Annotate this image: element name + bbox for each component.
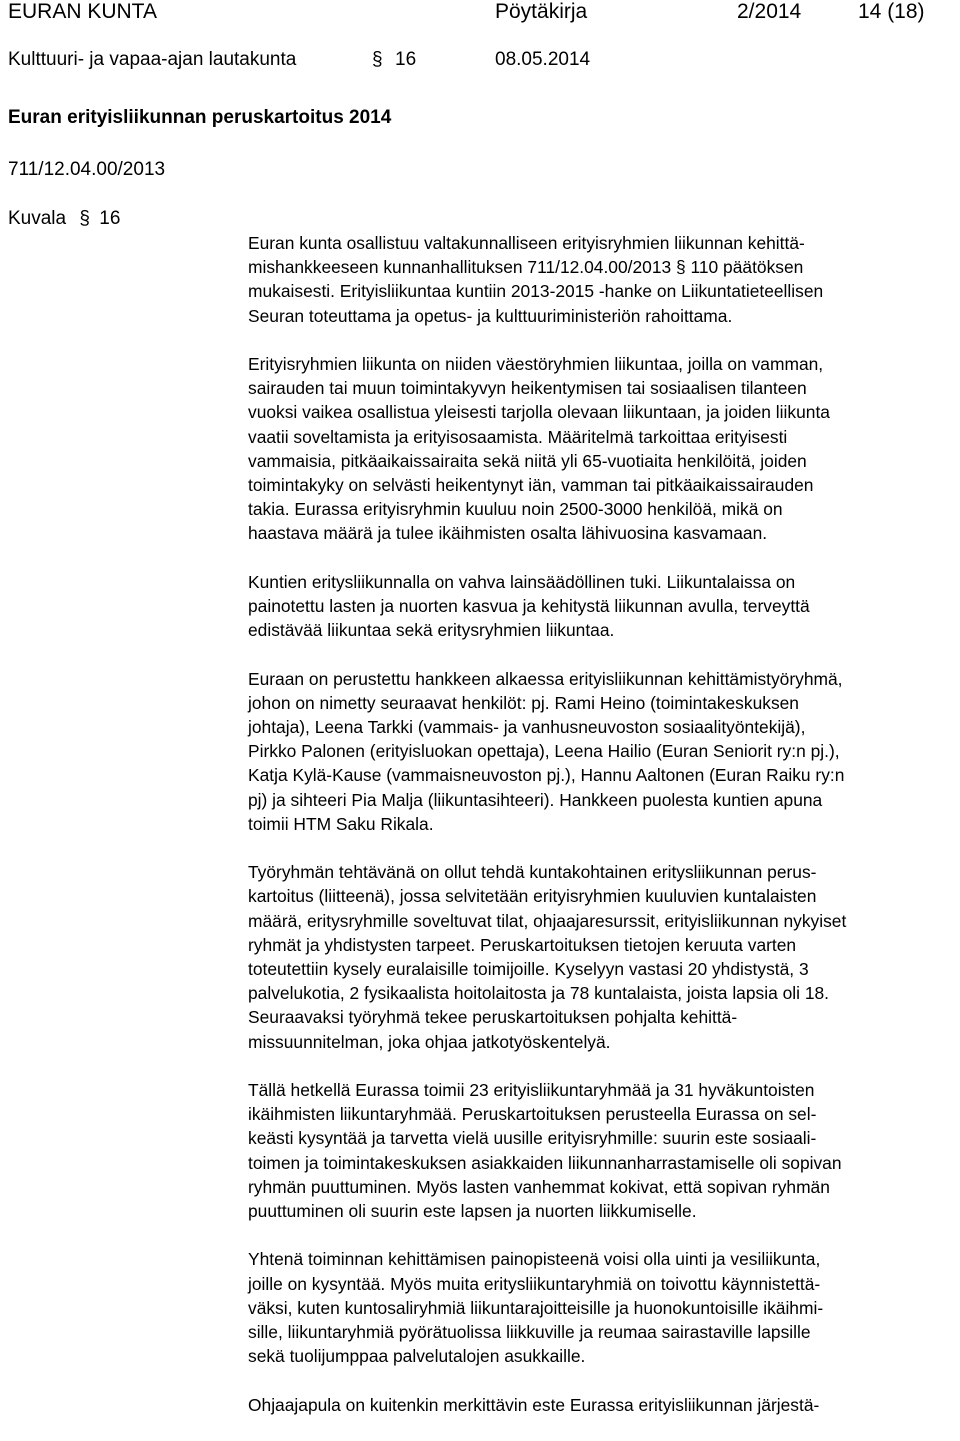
text-line: toimen ja toimintakeskuksen asiakkaiden liikunnanharrastamiselle oli sopivan — [248, 1152, 842, 1173]
document-type: Pöytäkirja — [495, 0, 588, 23]
text-line: Yhtenä toiminnan kehittämisen painopisteenä voisi olla uinti ja vesiliikunta, — [248, 1249, 821, 1270]
text-line: puuttuminen oli suurin este lapsen ja nuorten liikkumiselle. — [248, 1201, 697, 1222]
text-line: haastava määrä ja tulee ikäihmisten osalta lähivuosina kasvamaan. — [248, 523, 768, 544]
body-text — [248, 231, 960, 1441]
text-line: vammaisia, pitkäaikaissairaita sekä niitä yli 65-vuotiaita henkilöitä, joiden — [248, 450, 807, 471]
paragraph — [248, 352, 960, 546]
text-line: toimii HTM Saku Rikala. — [248, 813, 434, 834]
text-line: Katja Kylä-Kause (vammaisneuvoston pj.), Hannu Aaltonen (Euran Raiku ry:n — [248, 765, 845, 786]
text-line: Tällä hetkellä Eurassa toimii 23 erityisliikuntaryhmää ja 31 hyväkuntoisten — [248, 1080, 815, 1101]
text-line: keästi kysyntää ja tarvetta vielä uusille erityisryhmille: suurin este sosiaali- — [248, 1128, 817, 1149]
text-line: mishankkeeseen kunnanhallituksen 711/12.04.00/2013 § 110 päätöksen — [248, 257, 804, 278]
board-name: Kulttuuri- ja vapaa-ajan lautakunta — [8, 49, 297, 70]
text-line: Euran kunta osallistuu valtakunnalliseen erityisryhmien liikunnan kehittä- — [248, 233, 805, 253]
text-line: johon on nimetty seuraavat henkilöt: pj. Rami Heino (toimintakeskuksen — [248, 692, 799, 713]
text-line: takia. Eurassa erityisryhmin kuuluu noin 2500-3000 henkilöä, mikä on — [248, 499, 783, 520]
text-line: määrä, eritysryhmille soveltuvat tilat, ohjaajaresurssit, erityisliikunnan nykyiset — [248, 910, 847, 931]
paragraph — [248, 1078, 960, 1223]
text-line: ikäihmisten liikuntaryhmää. Peruskartoituksen perusteella Eurassa on sel- — [248, 1104, 817, 1125]
organization-name: EURAN KUNTA — [8, 0, 157, 23]
kuvala-section — [8, 207, 120, 231]
kuvala-section-number: 16 — [99, 208, 121, 229]
text-line: Seuraavaksi työryhmä tekee peruskartoituksen pohjalta kehittä- — [248, 1007, 738, 1028]
meeting-date: 08.05.2014 — [495, 49, 591, 70]
text-line: Kuntien eritysliikunnalla on vahva lainsäädöllinen tuki. Liikuntalaissa on — [248, 571, 796, 592]
text-line: toimintakyky on selvästi heikentynyt iän, vamman tai pitkäaikaissairauden — [248, 475, 814, 496]
document-number: 2/2014 — [737, 0, 802, 23]
section-sign-icon: § — [79, 208, 90, 229]
text-line: edistävää liikuntaa sekä eritysryhmien liikuntaa. — [248, 620, 615, 641]
document-title: Euran erityisliikunnan peruskartoitus 2014 — [8, 107, 392, 128]
section-sign-icon: § — [372, 49, 383, 70]
text-line: pj) ja sihteeri Pia Malja (liikuntasihteeri). Hankkeen puolesta kuntien apuna — [248, 789, 823, 810]
text-line: johtaja), Leena Tarkki (vammais- ja vanhusneuvoston sosiaalityöntekijä), — [248, 717, 806, 738]
text-line: missuunnitelman, joka ohjaa jatkotyöskentelyä. — [248, 1031, 611, 1052]
header-section-number: 16 — [395, 49, 417, 70]
text-line: Työryhmän tehtävänä on ollut tehdä kuntakohtainen eritysliikunnan perus- — [248, 862, 817, 883]
paragraph — [248, 667, 960, 836]
text-line: Seuran toteuttama ja opetus- ja kulttuuriministeriön rahoittama. — [248, 305, 733, 326]
text-line: sille, liikuntaryhmiä pyörätuolissa liikkuville ja reumaa sairastaville lapsille — [248, 1322, 811, 1343]
text-line: väksi, kuten kuntosaliryhmiä liikuntarajoitteisille ja huonokuntoisille ikäihmi- — [248, 1297, 824, 1318]
text-line: sairauden tai muun toimintakyvyn heikentymisen tai sosiaalisen tilanteen — [248, 378, 807, 399]
text-line: vaatii soveltamista ja erityisosaamista. Määritelmä tarkoittaa erityisesti — [248, 426, 788, 447]
text-line: sekä tuolijumppaa palvelutalojen asukkaille. — [248, 1346, 586, 1367]
text-line: vuoksi vaikea osallistua yleisesti tarjolla olevaan liikuntaan, ja joiden liikunta — [248, 402, 830, 423]
paragraph — [248, 1393, 960, 1417]
text-line: Ohjaajapula on kuitenkin merkittävin este Eurassa erityisliikunnan järjestä- — [248, 1394, 820, 1415]
text-line: mukaisesti. Erityisliikuntaa kuntiin 2013-2015 -hanke on Liikuntatieteellisen — [248, 281, 824, 302]
text-line: ryhmät ja yhdistysten tarpeet. Peruskartoituksen tietojen keruuta varten — [248, 934, 797, 955]
text-line: joille on kysyntää. Myös muita eritysliikuntaryhmiä on toivottu käynnistettä- — [248, 1273, 821, 1294]
text-line: Pirkko Palonen (erityisluokan opettaja), Leena Hailio (Euran Seniorit ry:n pj.), — [248, 741, 840, 762]
reference-number: 711/12.04.00/2013 — [8, 159, 166, 180]
paragraph — [248, 231, 960, 328]
page-number: 14 (18) — [858, 0, 925, 23]
paragraph — [248, 1247, 960, 1368]
kuvala-label: Kuvala — [8, 208, 67, 229]
text-line: toteutettiin kysely euralaisille toimijoille. Kyselyyn vastasi 20 yhdistystä, 3 — [248, 959, 809, 980]
paragraph — [248, 860, 960, 1054]
text-line: palvelukotia, 2 fysikaalista hoitolaitosta ja 78 kuntalaista, joista lapsia oli 18. — [248, 983, 829, 1004]
paragraph — [248, 570, 960, 643]
text-line: kartoitus (liitteenä), jossa selvitetään erityisryhmien kuuluvien kuntalaisten — [248, 886, 817, 907]
text-line: ryhmän puuttuminen. Myös lasten vanhemmat kokivat, että sopivan ryhmän — [248, 1176, 830, 1197]
text-line: Euraan on perustettu hankkeen alkaessa erityisliikunnan kehittämistyöryhmä, — [248, 668, 843, 689]
text-line: painotettu lasten ja nuorten kasvua ja kehitystä liikunnan avulla, terveyttä — [248, 596, 810, 617]
text-line: Erityisryhmien liikunta on niiden väestöryhmien liikuntaa, joilla on vamman, — [248, 354, 824, 374]
